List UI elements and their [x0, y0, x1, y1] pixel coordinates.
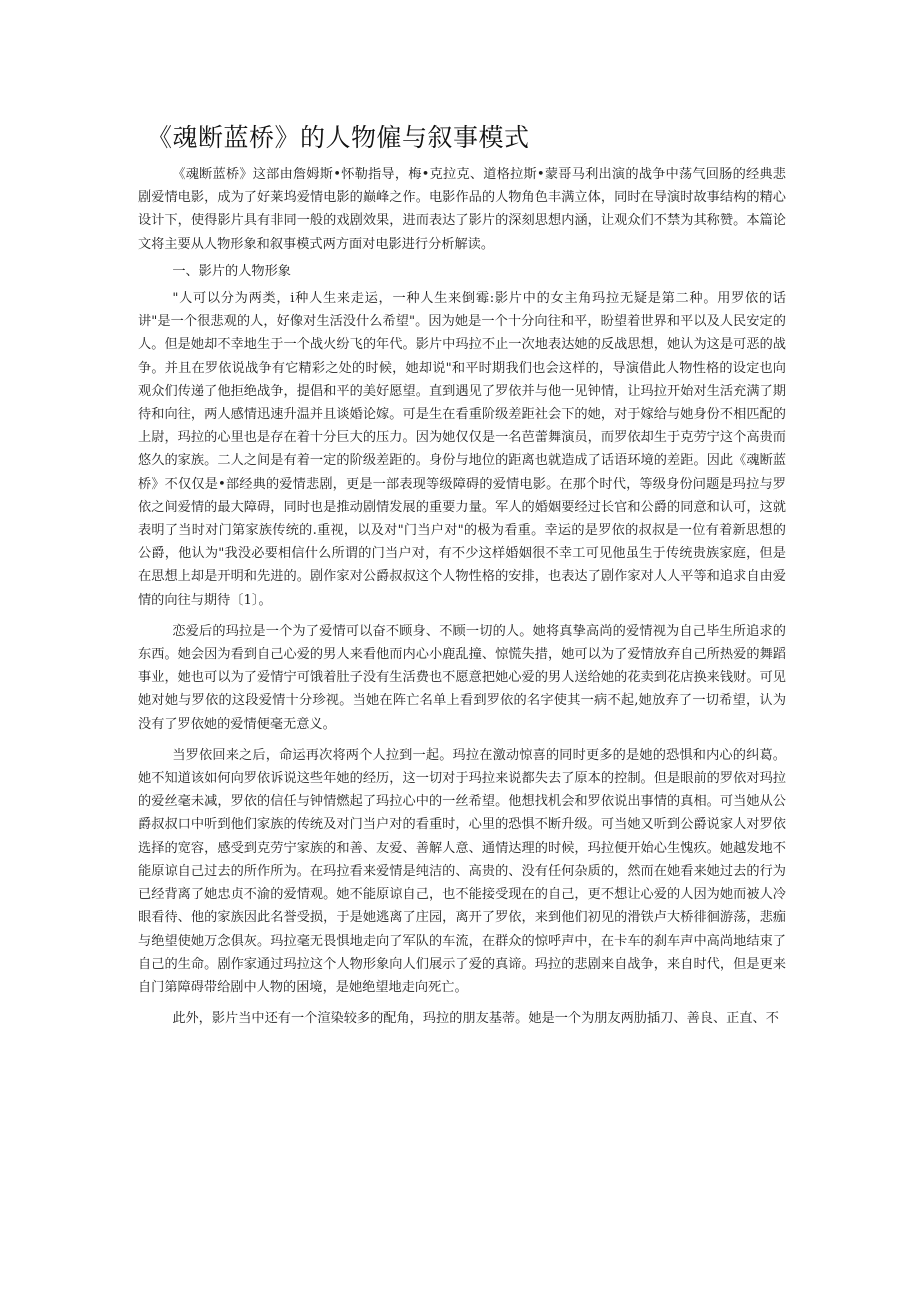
document-body [138, 163, 786, 1030]
section-heading: 一、影片的人物形象 [172, 263, 291, 279]
document-title: 《魂断蓝桥》的人物僱与叙事模式 [147, 123, 530, 152]
body-paragraph-4: 此外，影片当中还有一个渲染较多的配角，玛拉的朋友基蒂。她是一个为朋友两肋插刀、善良、正直、不 [172, 1011, 779, 1027]
body-paragraph-2: 恋爱后的玛拉是一个为了爱情可以奋不顾身、不顾一切的人。她将真挚高尚的爱情视为自己毕生所追求的东西。她会因为看到自己心爱的男人来看他而内心小鹿乱撞、惊慌失措，她可以为了爱情放弃自己所热爱的舞蹈事业，她也可以为了爱情宁可饿着肚子没有生活费也不愿意把她心爱的男人送给她的花卖到花店换来钱财。可见她对她与罗依的这段爱情十分珍视。当她在阵亡名单上看到罗依的名字使其一病不起,她放弃了一切希望，认为没有了罗依她的爱情便毫无意义。 [138, 623, 786, 732]
body-paragraph-3: 当罗依回来之后，命运再次将两个人拉到一起。玛拉在激动惊喜的同时更多的是她的恐惧和内心的纠葛。她不知道该如何向罗依诉说这些年她的经历，这一切对于玛拉来说都失去了原本的控制。但是眼前的罗依对玛拉的爱丝毫未减，罗依的信任与钟情燃起了玛拉心中的一丝希望。他想找机会和罗依说出事情的真相。可当她从公爵叔叔口中听到他们家族的传统及对门当户对的看重时，心里的恐惧不断升级。可当她又听到公爵说家人对罗依选择的宽容，感受到克劳宁家族的和善、友爱、善解人意、通情达理的时候，玛拉便开始心生愧疚。她越发地不能原谅自己过去的所作所为。在玛拉看来爱情是纯洁的、高贵的、没有任何杂质的，然而在她看来她过去的行为已经背离了她忠贞不渝的爱情观。她不能原谅自己，也不能接受现在的自己，更不想让心爱的人因为她而被人冷眼看待、他的家族因此名誉受损，于是她逃离了庄园，离开了罗依，来到他们初见的滑铁卢大桥徘徊游荡，悲痂与绝望使她万念俱灰。玛拉毫无畏惧地走向了军队的车流，在群众的惊呼声中，在卡车的刹车声中高尚地结束了自己的生命。剧作家通过玛拉这个人物形象向人们展示了爱的真谛。玛拉的悲剧来自战争，来自时代，但是更来自门第障碍带给剧中人物的困境，是她绝望地走向死亡。 [138, 747, 786, 995]
intro-paragraph: 《魂断蓝桥》这部由詹姆斯•怀勒指导，梅•克拉克、道格拉斯•蒙哥马利出演的战争中荡气回肠的经典悲剧爱情电影，成为了好莱坞爱情电影的巅峰之作。电影作品的人物角色丰满立体，同时在导演时故事结构的精心设计下，使得影片具有非同一般的戏剧效果，进而表达了影片的深刻思想内涵，让观众们不禁为其称赞。本篇论文将主要从人物形象和叙事模式两方面对电影进行分析解读。 [138, 167, 786, 252]
body-paragraph-1: "人可以分为两类，i种人生来走运，一种人生来倒霉:影片中的女主角玛拉无疑是第二种。用罗依的话讲"是一个很悲观的人，好像对生活没什么希望"。因为她是一个十分向往和平，盼望着世界和平以及人民安定的人。但是她却不幸地生于一个战火纷飞的年代。影片中玛拉不止一次地表达她的反战思想，她认为这是可恶的战争。并且在罗依说战争有它精彩之处的时候，她却说"和平时期我们也会这样的，导演借此人物性格的设定也向观众们传递了他拒绝战争，提倡和平的美好愿望。直到遇见了罗依并与他一见钟情，让玛拉开始对生活充满了期待和向往，两人感情迅速升温并且谈婚论嫁。可是生在看重阶级差距社会下的她，对于嫁给与她身份不相匹配的上尉，玛拉的心里也是存在着十分巨大的压力。因为她仅仅是一名芭蕾舞演员，而罗依却生于克劳宁这个高贵而悠久的家族。二人之间是有着一定的阶级差距的。身份与地位的距离也就造成了话语环境的差距。因此《魂断蓝桥》不仅仅是•部经典的爱情悲剧，更是一部表现等级障碍的爱情电影。在那个时代，等级身份问题是玛拉与罗依之间爱情的最大障碍，同时也是推动剧情发展的重要力量。军人的婚姻要经过长官和公爵的同意和认可，这就表明了当时对门第家族传统的.重视，以及对"门当户对"的极为看重。幸运的是罗依的叔叔是一位有着新思想的公爵，他认为"我没必要相信什么所谓的门当户对，有不少这样婚姻很不幸工可见他虽生于传统贵族家庭，但是在思想上却是开明和先进的。剧作家对公爵叔叔这个人物性格的安排，也表达了剧作家对人人平等和追求自由爱情的向往与期待〔1〕。 [138, 291, 786, 608]
